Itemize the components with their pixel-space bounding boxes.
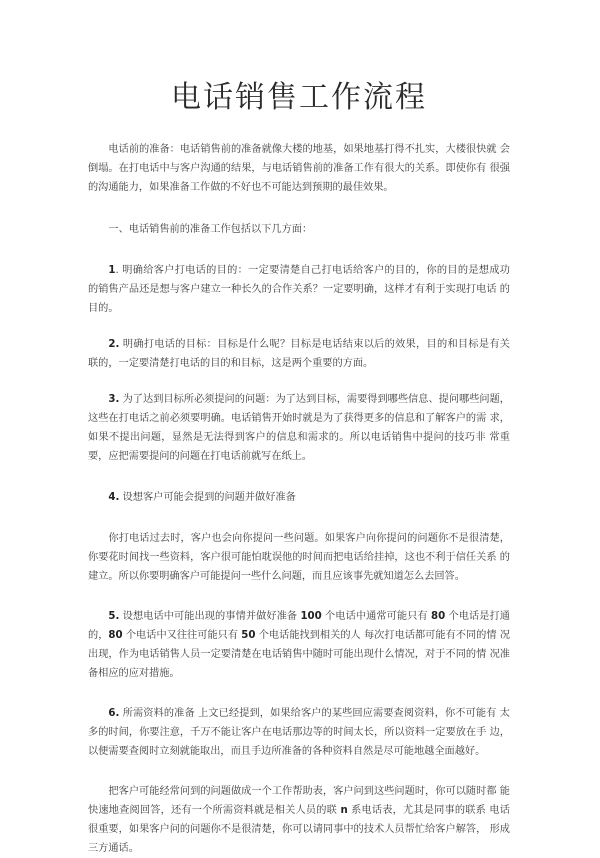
item-4-text: 设想客户可能会提到的问题并做好准备 <box>122 492 296 503</box>
item-5-number: 5. <box>108 611 120 622</box>
item-5-number-80b: 80 <box>108 630 123 641</box>
section-heading: 一、电话销售前的准备工作包括以下几方面： <box>108 224 313 235</box>
item-2-number: 2. <box>108 339 120 350</box>
item-6-number: 6. <box>108 708 120 719</box>
closing-text-b: 系电话表，尤其是同事的联系 电话很重要，如果客户问的问题你不是很清楚，你可以请同事中的技术人员帮忙给客户解答， 形成三方通话。 <box>88 805 510 854</box>
intro-paragraph: 电话前的准备：电话销售前的准备就像大楼的地基，如果地基打得不扎实，大楼很快就 会倒塌。在打电话中与客户沟通的结果，与电话销售前的准备工作有很大的关系。即使你有 很强的沟通能力，如果准备工作做的不好也不可能达到预期的最佳效果。 <box>88 144 510 193</box>
item-3-paragraph <box>88 390 510 466</box>
item-1-text: . 明确给客户打电话的目的：一定要清楚自己打电话给客户的目的，你的目的是想成功 的销售产品还是想与客户建立一种长久的合作关系？一定要明确，这样才有利于实现打电话 的目的。 <box>88 265 510 314</box>
item-5-text-a: 设想电话中可能出现的事情并做好准备 <box>122 611 301 622</box>
item-5-number-100: 100 <box>300 611 322 622</box>
closing-text-a: 把客户可能经常问到的问题做成一个工作帮助表，客户问到这些问题时，你可以随时都 能快速地查阅回答，还有一个所需资料就是相关人员的联 <box>88 786 510 816</box>
document-title: 电话销售工作流程 <box>171 80 427 115</box>
item-1-number: 1 <box>108 265 116 276</box>
item-3-number: 3. <box>108 394 120 405</box>
item-5-number-50: 50 <box>241 630 256 641</box>
item-6-paragraph <box>88 704 510 761</box>
closing-letter: n <box>340 805 348 816</box>
item-6-text: 所需资料的准备 上文已经提到，如果给客户的某些回应需要查阅资料，你不可能有 太多的时间，你要注意，千万不能让客户在电话那边等的时间太长，所以资料一定要放在手 边，以便需要查阅时立刻就能取出，而且手边所准备的各种资料自然是尽可能地越全面越好。 <box>88 708 510 757</box>
item-4-detail-paragraph: 你打电话过去时，客户也会向你提问一些问题。如果客户向你提问的问题你不是很清楚，你要花时间找一些资料，客户很可能怕耽误他的时间而把电话给挂掉，这也不利于信任关系 的建立。所以你要明确客户可能提问一些什么问题，而且应该事先就知道怎么去回答。 <box>88 533 510 582</box>
item-5-text-e: 个电话能找到相关的人 每次打电话都可能有不同的情 况出现，作为电话销售人员一定要清楚在电话销售中随时可能出现什么情况，对于不同的情 况准备相应的应对措施。 <box>88 630 511 679</box>
item-3-text: 为了达到目标所必须提问的问题：为了达到目标，需要得到哪些信息、提问哪些问题，这些在打电话之前必须要明确。电话销售开始时就是为了获得更多的信息和了解客户的需 求，如果不提出问题，显然是无法得到客户的信息和需求的。所以电话销售中提问的技巧非 常重要，应把需要提问的问题在打电话前就写在纸上。 <box>88 394 510 462</box>
item-4-paragraph <box>88 488 510 507</box>
item-5-paragraph <box>88 607 510 683</box>
item-4-number: 4. <box>108 492 120 503</box>
item-2-text: 明确打电话的目标：目标是什么呢？目标是电话结束以后的效果，目的和目标是有关 联的，一定要清楚打电话的目的和目标，这是两个重要的方面。 <box>88 339 510 369</box>
item-5-text-b: 个电话中通常可能只有 <box>321 611 431 622</box>
item-2-paragraph <box>88 335 510 373</box>
closing-paragraph <box>88 782 510 858</box>
item-5-text-d: 个电话中又往往可能只有 <box>122 630 242 641</box>
item-5-number-80a: 80 <box>430 611 446 622</box>
item-1-paragraph <box>88 261 510 318</box>
item-5-text-c: 个电话是打通 的， <box>88 611 510 641</box>
